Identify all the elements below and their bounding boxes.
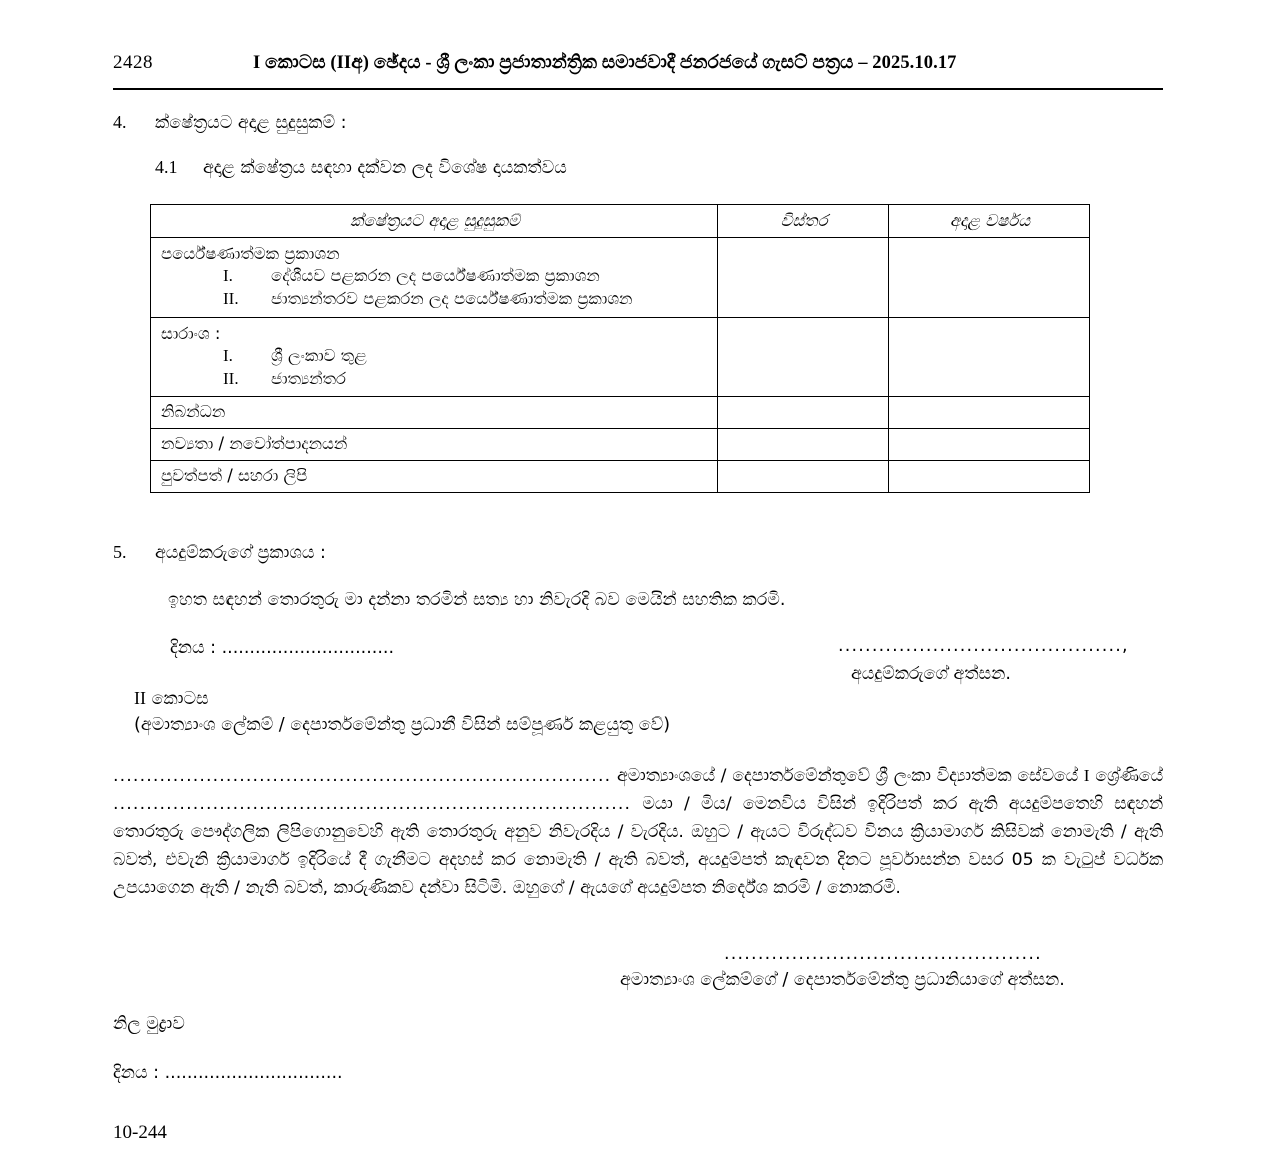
section-4-1-heading bbox=[155, 157, 567, 178]
section-4-number: 4. bbox=[113, 112, 127, 132]
sub-item-text: ජාත්‍යන්තරව පළකරන ලද පර්යේෂණාත්මක ප්‍රකාශන bbox=[271, 288, 633, 308]
row-sub-list bbox=[161, 265, 709, 311]
header-divider bbox=[113, 88, 1163, 90]
name-blank-field[interactable]: .............................................................................. bbox=[113, 794, 632, 815]
applicant-declaration-text: ඉහත සඳහන් තොරතුරු මා දන්නා තරමින් සත්‍ය හා නිවැරදි බව මෙයින් සහතික කරමි. bbox=[168, 590, 786, 610]
table-row bbox=[151, 461, 1090, 493]
list-item bbox=[161, 368, 709, 391]
secretary-date-field[interactable]: දිනය : ................................ bbox=[113, 1063, 343, 1083]
row-details-cell[interactable] bbox=[718, 429, 889, 461]
table-row bbox=[151, 317, 1090, 397]
part-2-subtitle: (අමාත්‍යාංශ ලේකම් / දෙපාර්තමේන්තු ප්‍රධානී විසින් සම්පූර්ණ කළයුතු වේ) bbox=[134, 715, 671, 735]
row-year-cell[interactable] bbox=[889, 317, 1090, 397]
row-sub-list bbox=[161, 345, 709, 391]
list-item bbox=[161, 265, 709, 288]
column-header-details: විස්තර bbox=[718, 205, 889, 238]
ministry-blank-field[interactable]: ........................................................................... bbox=[113, 766, 612, 786]
section-4-1-title: අදාළ ක්ෂේත්‍රය සඳහා දක්වන ලද විශේෂ දායකත්වය bbox=[203, 158, 567, 178]
section-4-1-number: 4.1 bbox=[155, 157, 178, 177]
secretary-signature-field[interactable]: ............................................... bbox=[724, 944, 1042, 964]
section-4-title: ක්ෂේත්‍රයට අදාළ සුදුසුකම් : bbox=[155, 113, 347, 133]
applicant-signature-field[interactable]: .........................................., bbox=[838, 636, 1129, 656]
row-details-cell[interactable] bbox=[718, 238, 889, 318]
row-label: පර්යේෂණාත්මක ප්‍රකාශන bbox=[161, 244, 340, 263]
sub-item-text: දේශීයව පළකරන ලද පර්යේෂණාත්මක ප්‍රකාශන bbox=[271, 266, 600, 286]
section-5-number: 5. bbox=[113, 542, 127, 562]
certification-body-text: මයා / මිය/ මෙනවිය විසින් ඉදිරිපත් කර ඇති අයදුම්පතෙහි සඳහන් තොරතුරු පෞද්ගලික ලිපිගොනුවෙහි ඇති තොරතුරු අනුව නිවැරදිය / වැරදිය. ඔහුට / ඇයට විරුද්ධව විනය ක්‍රියාමාර්ග කිසිවක් නොමැති / ඇති බවත්, එවැනි ක්‍රියාමාර්ග ඉදිරියේ දී ගැනීමට අදහස් කර නොමැති / ඇති බවත්, අයදුම්පත් කැඳවන දිනට පූර්වාසන්න වසර 05 ක වැටුප් වර්ධක උපයාගෙන ඇති / නැති බවත්, කාරුණිකව දන්වා සිටිමි. ඔහුගේ / ඇයගේ අයදුම්පත නිර්දේශ කරමි / නොකරමි. bbox=[113, 794, 1163, 899]
row-year-cell[interactable] bbox=[889, 238, 1090, 318]
list-item bbox=[161, 345, 709, 368]
row-details-cell[interactable] bbox=[718, 317, 889, 397]
list-item bbox=[161, 288, 709, 311]
sub-item-numeral: II. bbox=[223, 368, 239, 388]
applicant-signature-label: අයදුම්කරුගේ අත්සන. bbox=[851, 664, 1011, 684]
column-header-year: අදාළ වර්ෂය bbox=[889, 205, 1090, 238]
table-header-row bbox=[151, 205, 1090, 238]
table-row bbox=[151, 429, 1090, 461]
row-year-cell[interactable] bbox=[889, 461, 1090, 493]
document-reference-number: 10-244 bbox=[113, 1122, 167, 1143]
sub-item-text: ජාත්‍යන්තර bbox=[271, 368, 346, 388]
sub-item-text: ශ්‍රී ලංකාව තුළ bbox=[271, 345, 367, 365]
row-qualification-cell: නිබන්ධන bbox=[151, 397, 718, 429]
row-qualification-cell: පුවත්පත් / සහරා ලිපි bbox=[151, 461, 718, 493]
ministry-text-part: අමාත්‍යාංශයේ / දෙපාර්තමේන්තුවේ ශ්‍රී ලංකා විද්‍යාත්මක සේවයේ bbox=[611, 766, 1084, 786]
row-year-cell[interactable] bbox=[889, 429, 1090, 461]
sub-item-numeral: I. bbox=[223, 345, 233, 365]
row-details-cell[interactable] bbox=[718, 461, 889, 493]
part-2-heading bbox=[134, 688, 209, 709]
row-label: සාරාංශ : bbox=[161, 323, 221, 343]
applicant-date-field[interactable]: දිනය : ............................... bbox=[170, 638, 395, 658]
sub-item-numeral: I. bbox=[223, 266, 233, 286]
qualifications-table bbox=[150, 204, 1090, 493]
row-year-cell[interactable] bbox=[889, 397, 1090, 429]
official-seal-label: නිල මුද්‍රාව bbox=[113, 1014, 185, 1034]
gazette-header-title: I කොටස (IIඅ) ඡේදය - ශ්‍රී ලංකා ප්‍රජාතාන්ත්‍රික සමාජවාදී ජනරජයේ ගැසට් පත්‍රය – 2025.10.17 bbox=[253, 53, 957, 73]
section-5-title: අයදුම්කරුගේ ප්‍රකාශය : bbox=[155, 543, 326, 563]
row-qualification-cell bbox=[151, 238, 718, 318]
row-qualification-cell: නව්‍යතා / නවෝත්පාදනයන් bbox=[151, 429, 718, 461]
section-4-heading bbox=[113, 112, 347, 133]
certification-paragraph bbox=[113, 762, 1163, 902]
row-qualification-cell bbox=[151, 317, 718, 397]
page-number: 2428 bbox=[113, 52, 153, 73]
part-2-title-text: කොටස bbox=[146, 689, 209, 709]
row-details-cell[interactable] bbox=[718, 397, 889, 429]
sub-item-numeral: II. bbox=[223, 288, 239, 308]
page-header bbox=[113, 52, 1163, 74]
grade-numeral: I bbox=[1083, 766, 1090, 785]
section-5-heading bbox=[113, 542, 326, 563]
table-row bbox=[151, 238, 1090, 318]
table-row bbox=[151, 397, 1090, 429]
column-header-qualification: ක්ෂේත්‍රයට අදාළ සුදුසුකම් bbox=[151, 205, 718, 238]
part-2-numeral: II bbox=[134, 688, 146, 708]
secretary-signature-label: අමාත්‍යාංශ ලේකම්ගේ / දෙපාර්තමේන්තු ප්‍රධානියාගේ අත්සන. bbox=[620, 970, 1065, 990]
grade-text-part: ශ්‍රේණියේ bbox=[1089, 766, 1163, 786]
